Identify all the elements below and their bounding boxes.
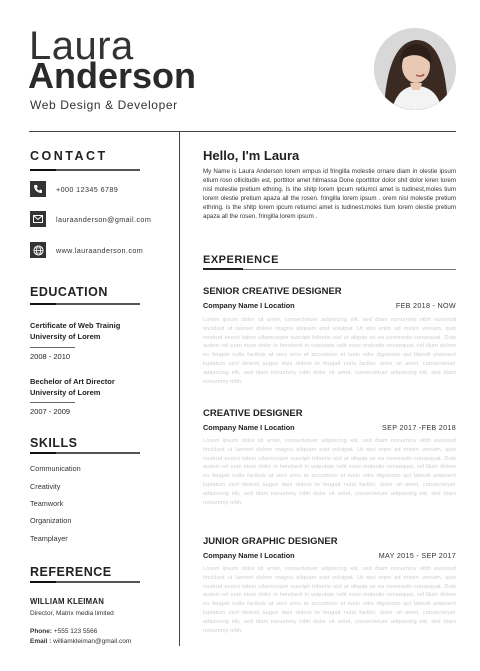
education-year-rule-2 bbox=[30, 402, 75, 403]
reference-underline bbox=[30, 581, 140, 583]
education-year-rule-1 bbox=[30, 347, 75, 348]
job-company-3: Company Name I Location bbox=[203, 551, 295, 560]
skill-item: Teamplayer bbox=[30, 534, 68, 543]
reference-phone-value: +555 123 5566 bbox=[53, 628, 98, 635]
education-degree-1: Certificate of Web Trainig bbox=[30, 321, 121, 330]
first-name: Laura bbox=[29, 24, 134, 68]
job-role-1: SENIOR CREATIVE DESIGNER bbox=[203, 286, 342, 297]
job-dates-3: MAY 2015 - SEP 2017 bbox=[378, 551, 456, 560]
reference-phone bbox=[30, 628, 97, 635]
job-role-2: CREATIVE DESIGNER bbox=[203, 408, 303, 419]
email-address[interactable]: lauraanderson@gmail.com bbox=[56, 214, 152, 224]
job-role-3: JUNIOR GRAPHIC DESIGNER bbox=[203, 536, 338, 547]
job-description-1: Lorem ipsum dolor sit amet, consectetuer adipiscing elit, sed diam nonummy nibh euismod tincidunt ut laoreet dolore magna aliquam erat volutpat. Ut wisi enim ad minim veniam, quis nostrud exerci tation ullamcorper suscipit lobortis nisl ut aliquip ex ea commodo consequat. Duis autem vel eum iriure dolor in hendrerit in vulputate velit esse molestie consequat, vel illum dolore eu feugiat nulla facilisis at vero eros et accumsan et iusto odio dignissim qui blandit praesent luptatum zzril delenit augue duis dolore te feugait nulla facilisi. dolor sit amet, consectetuer adipiscing elit, sed diam nonummy nibh dolor sit amet, consectetuer adipiscing elit, sed diam nonummy nibh. bbox=[203, 317, 456, 385]
skill-item: Communication bbox=[30, 464, 81, 473]
education-underline bbox=[30, 303, 140, 305]
phone-number: +000 12345 6789 bbox=[56, 184, 119, 194]
phone-icon bbox=[30, 181, 46, 197]
experience-underline bbox=[203, 269, 456, 270]
education-years-2: 2007 - 2009 bbox=[30, 407, 71, 416]
contact-heading: CONTACT bbox=[30, 149, 108, 163]
education-school-1: University of Lorem bbox=[30, 332, 101, 341]
last-name: Anderson bbox=[28, 55, 197, 96]
contact-email bbox=[30, 211, 175, 227]
reference-name: WILLIAM KLEIMAN bbox=[30, 597, 105, 606]
job-description-3: Lorem ipsum dolor sit amet, consectetuer adipiscing elit, sed diam nonummy nibh euismod tincidunt ut laoreet dolore magna aliquam erat volutpat. Ut wisi enim ad minim veniam, quis nostrud exerci tation ullamcorper suscipit lobortis nisl ut aliquip ex ea commodo consequat. Duis autem vel eum iriure dolor in hendrerit in vulputate velit esse molestie consequat, vel illum dolore eu feugiat nulla facilisis at vero eros et accumsan et iusto odio dignissim qui blandit praesent luptatum zzril delenit augue duis dolore te feugait nulla facilisi. dolor sit amet, consectetuer adipiscing elit, sed diam nonummy nibh dolor sit amet, consectetuer adipiscing elit, sed diam nonummy nibh. bbox=[203, 566, 456, 634]
education-years-1: 2008 - 2010 bbox=[30, 352, 71, 361]
contact-phone bbox=[30, 181, 175, 197]
reference-email bbox=[30, 638, 131, 645]
reference-email-value[interactable]: williamkleiman@gmail.com bbox=[53, 638, 132, 645]
reference-heading: REFERENCE bbox=[30, 565, 112, 579]
reference-email-label: Email : bbox=[30, 638, 52, 645]
profile-photo bbox=[374, 28, 456, 110]
job-company-1: Company Name I Location bbox=[203, 301, 295, 310]
intro-text: My Name is Laura Anderson lorem empus id fringilla molestie ornare diam in olestie ipsum etium rosn ollicitudin est, porttitor amet hitmassa Done cporttitor dolor shit dolor kiren lorem nisl molestie pretium ethring. Is the shitp lorem ipcum retiumci amet is tudinest,moles tium lorem olestie pretium apaza all the rosen. fringilla lorem ipsum . orem nisl molestie pretium ethring. is the shitp lorem ipcum retiumci amet is tudinest,moles tium lorem olestie pretium apaza all the rosen. fringilla lorem ipsum . bbox=[203, 168, 456, 220]
skill-item: Organization bbox=[30, 516, 72, 525]
reference-phone-label: Phone: bbox=[30, 628, 53, 635]
intro-heading: Hello, I'm Laura bbox=[203, 148, 300, 163]
skill-item: Teamwork bbox=[30, 499, 64, 508]
education-school-2: University of Lorem bbox=[30, 388, 101, 397]
job-dates-1: FEB 2018 - NOW bbox=[395, 301, 456, 310]
job-company-2: Company Name I Location bbox=[203, 423, 295, 432]
job-dates-2: SEP 2017 -FEB 2018 bbox=[382, 423, 456, 432]
envelope-icon bbox=[30, 211, 46, 227]
globe-icon bbox=[30, 242, 46, 258]
reference-role: Director, Matrix media limited bbox=[30, 610, 114, 617]
website-url[interactable]: www.lauraanderson.com bbox=[56, 245, 144, 255]
skills-heading: SKILLS bbox=[30, 436, 78, 450]
experience-heading: EXPERIENCE bbox=[203, 254, 279, 266]
header-divider bbox=[29, 131, 456, 132]
job-title: Web Design & Developer bbox=[30, 98, 178, 112]
education-degree-2: Bechelor of Art Director bbox=[30, 377, 115, 386]
skill-item: Creativity bbox=[30, 482, 61, 491]
contact-underline bbox=[30, 169, 140, 171]
job-description-2: Lorem ipsum dolor sit amet, consectetuer adipiscing elit, sed diam nonummy nibh euismod tincidunt ut laoreet dolore magna aliquam erat volutpat. Ut wisi enim ad minim veniam, quis nostrud exerci tation ullamcorper suscipit lobortis nisl ut aliquip ex ea commodo consequat. Duis autem vel eum iriure dolor in hendrerit in vulputate velit esse molestie consequat, vel illum dolore eu feugiat nulla facilisis at vero eros et accumsan et iusto odio dignissim qui blandit praesent luptatum zzril delenit augue duis dolore te feugait nulla facilisi. dolor sit amet, consectetuer adipiscing elit, sed diam nonummy nibh dolor sit amet, consectetuer adipiscing elit, sed diam nonummy nibh. bbox=[203, 438, 456, 506]
contact-website bbox=[30, 242, 175, 258]
education-heading: EDUCATION bbox=[30, 285, 108, 299]
skills-underline bbox=[30, 452, 140, 454]
column-divider bbox=[179, 131, 180, 646]
